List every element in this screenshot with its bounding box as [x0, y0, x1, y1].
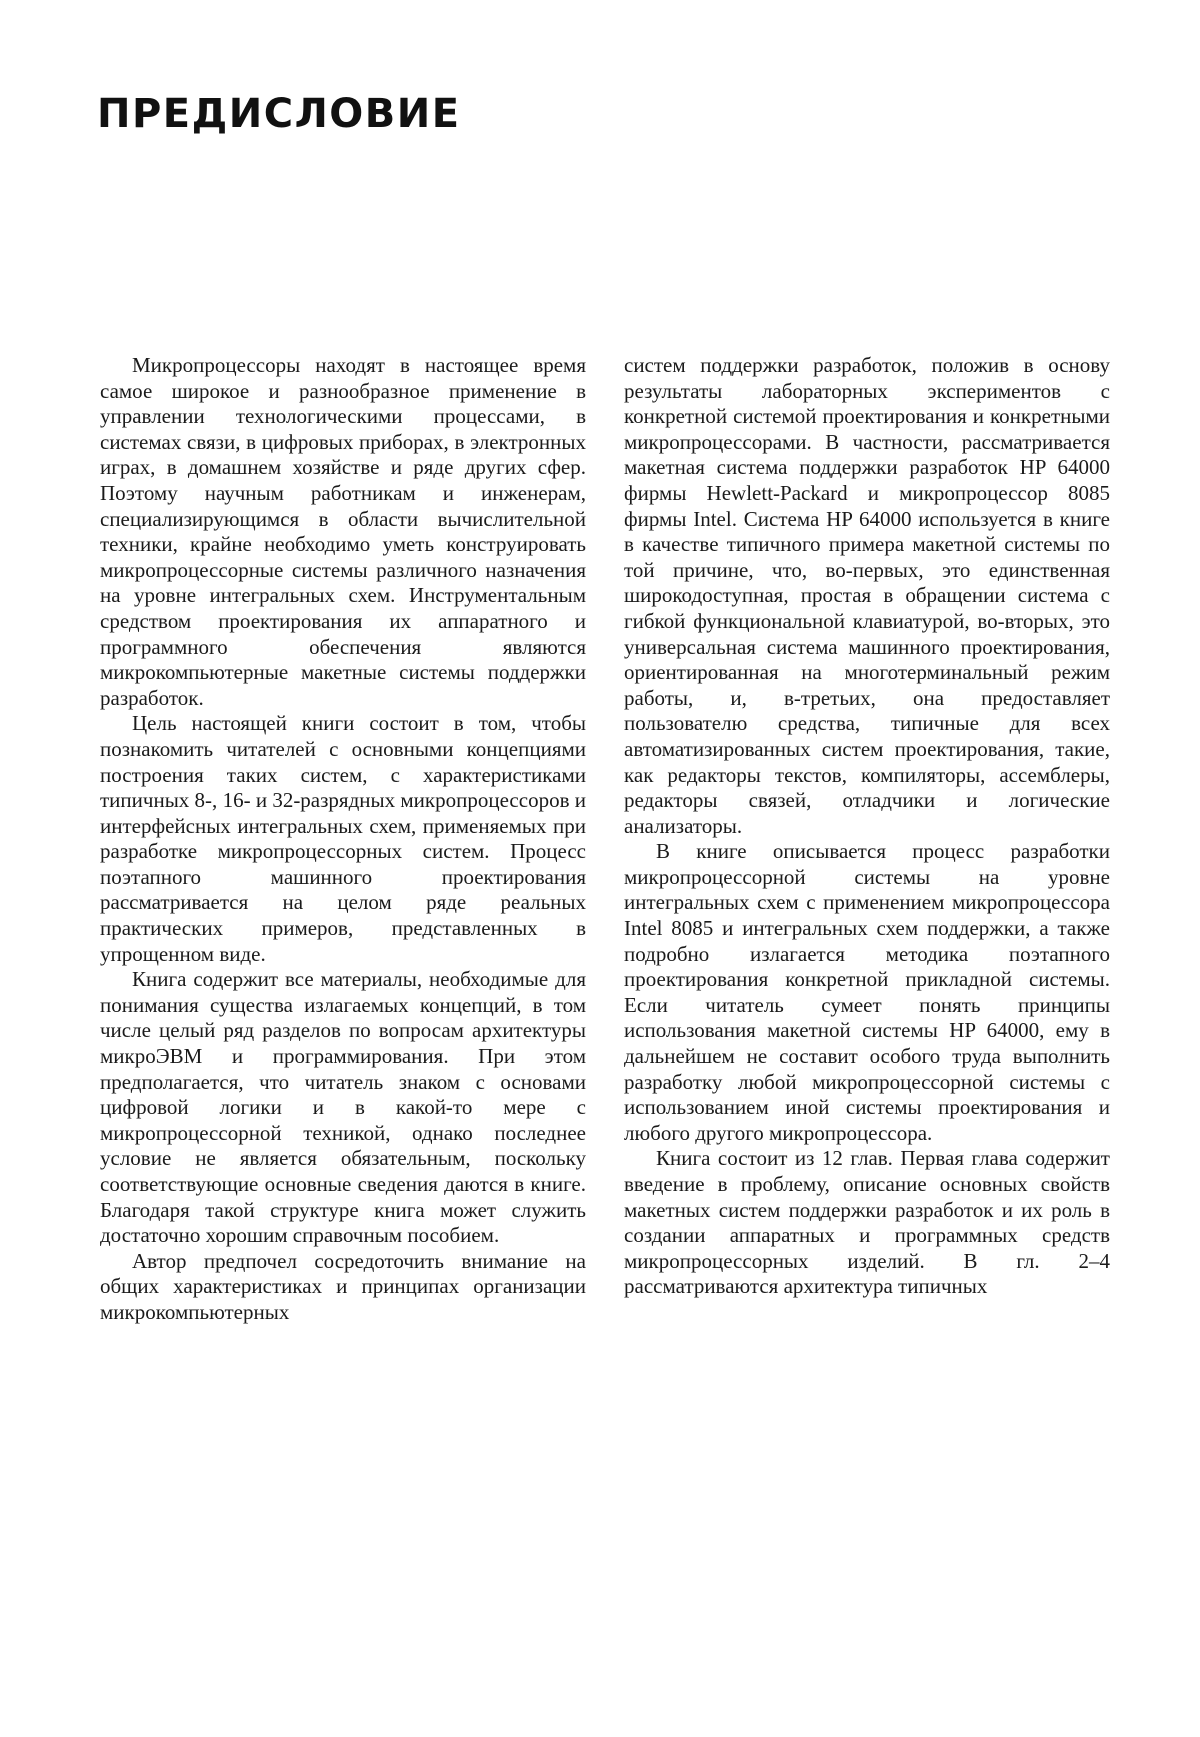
paragraph: Книга состоит из 12 глав. Первая глава содержит введение в проблему, описание основных свойств макетных систем поддержки разработок и их роль в создании аппаратных и программных средств микропроцессорных изделий. В гл. 2–4 рассматриваются архитектура типичных: [624, 1146, 1110, 1299]
paragraph: Автор предпочел сосредоточить внимание на общих характеристиках и принципах организации микрокомпьютерных: [100, 1248, 586, 1324]
page-title: ПРЕДИСЛОВИЕ: [97, 91, 461, 137]
paragraph-continued: систем поддержки разработок, положив в основу результаты лабораторных экспериментов с конкретной системой проектирования и конкретными микропроцессорами. В частности, рассматривается макетная система поддержки разработок HP 64000 фирмы Hewlett-Packard и микропроцессор 8085 фирмы Intel. Система HP 64000 используется в книге в качестве типичного примера макетной системы по той причине, что, во-первых, это единственная широкодоступная, простая в обращении система с гибкой функциональной клавиатурой, во-вторых, это универсальная система машинного проектирования, ориентированная на многотерминальный режим работы, и, в-третьих, она предоставляет пользователю средства, типичные для всех автоматизированных систем проектирования, такие, как редакторы текстов, компиляторы, ассемблеры, редакторы связей, отладчики и логические анализаторы.: [624, 353, 1110, 838]
paragraph: Микропроцессоры находят в настоящее время самое широкое и разнообразное применение в управлении технологическими процессами, в системах связи, в цифровых приборах, в электронных играх, в домашнем хозяйстве и ряде других сфер. Поэтому научным работникам и инженерам, специализирующимся в области вычислительной техники, крайне необходимо уметь конструировать микропроцессорные системы различного назначения на уровне интегральных схем. Инструментальным средством проектирования их аппаратного и программного обеспечения являются микрокомпьютерные макетные системы поддержки разработок.: [100, 353, 586, 710]
text-column-right: [624, 353, 1110, 1300]
paragraph: Цель настоящей книги состоит в том, чтобы познакомить читателей с основными концепциями построения таких систем, с характеристиками типичных 8-, 16- и 32-разрядных микропроцессоров и интерфейсных интегральных схем, применяемых при разработке микропроцессорных систем. Процесс поэтапного машинного проектирования рассматривается на целом ряде реальных практических примеров, представленных в упрощенном виде.: [100, 711, 586, 966]
paragraph: В книге описывается процесс разработки микропроцессорной системы на уровне интегральных схем с применением микропроцессора Intel 8085 и интегральных схем поддержки, а также подробно излагается методика поэтапного проектирования конкретной прикладной системы. Если читатель сумеет понять принципы использования макетной системы HP 64000, ему в дальнейшем не составит особого труда выполнить разработку любой микропроцессорной системы с использованием иной системы проектирования и любого другого микропроцессора.: [624, 839, 1110, 1145]
text-column-left: [100, 353, 586, 1326]
paragraph: Книга содержит все материалы, необходимые для понимания существа излагаемых концепций, в том числе целый ряд разделов по вопросам архитектуры микроЭВМ и программирования. При этом предполагается, что читатель знаком с основами цифровой логики и в какой-то мере с микропроцессорной техникой, однако последнее условие не является обязательным, поскольку соответствующие основные сведения даются в книге. Благодаря такой структуре книга может служить достаточно хорошим справочным пособием.: [100, 967, 586, 1248]
